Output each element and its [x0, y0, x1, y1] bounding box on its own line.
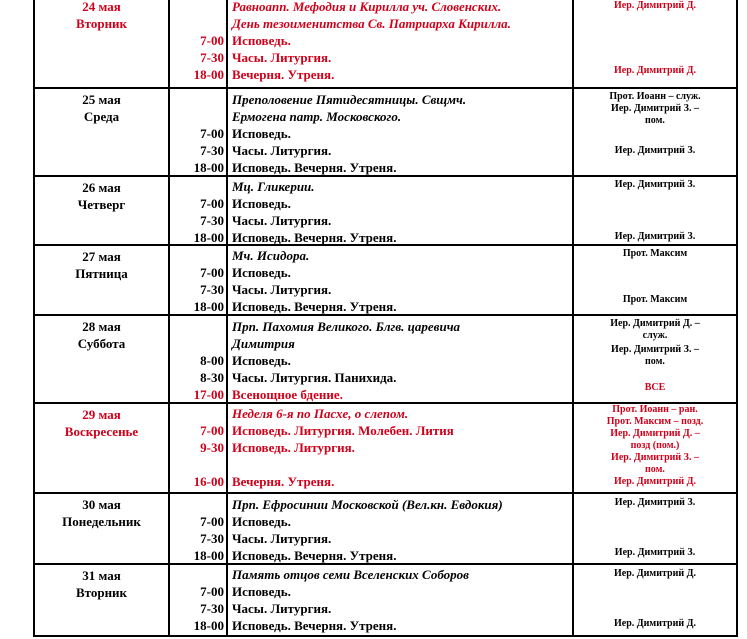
clergy-line: Прот. Иоанн – ран.: [612, 404, 698, 415]
time: 9-30: [200, 440, 224, 455]
schedule-table: [33, 0, 738, 639]
date: 25 мая: [82, 92, 121, 107]
time: 16-00: [193, 474, 224, 489]
clergy-line: Прот. Максим – позд.: [606, 416, 704, 427]
day-row-27: [33, 246, 738, 316]
clergy-line: Иер. Димитрий З.: [614, 179, 696, 190]
day-row-29: [33, 404, 738, 494]
service-cell: [232, 496, 568, 564]
clergy-line: Иер. Димитрий Д.: [614, 0, 696, 11]
date: 26 мая: [82, 180, 121, 195]
clergy-line: Иер. Димитрий З.: [614, 145, 696, 156]
service-line: Исповедь. Вечерня. Утреня.: [232, 160, 397, 175]
service-line: Вечерня. Утреня.: [232, 67, 335, 82]
service-line: Исповедь.: [232, 126, 291, 141]
weekday: Суббота: [77, 336, 126, 351]
clergy-cell: [574, 91, 736, 157]
date: 29 мая: [82, 407, 121, 422]
clergy-line: Иер. Димитрий З. –: [611, 344, 699, 355]
feast-line: Прп. Пахомия Великого. Блгв. царевича: [232, 319, 461, 334]
day-cell: [35, 496, 168, 530]
time: 7-00: [200, 584, 224, 599]
time: 7-30: [200, 50, 224, 65]
service-line: Часы. Литургия. Панихида.: [232, 370, 397, 385]
time: 17-00: [193, 387, 224, 402]
clergy-line: пом.: [645, 115, 665, 126]
service-line: Часы. Литургия.: [232, 282, 332, 297]
time-cell: [170, 422, 226, 490]
clergy-cell: [574, 0, 736, 77]
feast-line: Мч. Исидора.: [232, 248, 310, 263]
service-line: Всенощное бдение.: [232, 387, 343, 402]
day-cell: [35, 0, 168, 32]
clergy-line: пом.: [645, 464, 665, 475]
service-line: Часы. Литургия.: [232, 50, 332, 65]
clergy-line: Иер. Димитрий З.: [614, 497, 696, 508]
feast-line: Димитрия: [232, 336, 295, 351]
time: 7-00: [200, 33, 224, 48]
weekday: Понедельник: [62, 514, 141, 529]
feast-line: Неделя 6-я по Пасхе, о слепом.: [232, 406, 409, 421]
weekday: Воскресенье: [64, 424, 139, 439]
clergy-line: Иер. Димитрий З. –: [611, 103, 699, 114]
time-cell: [170, 264, 226, 315]
time: 7-30: [200, 282, 224, 297]
clergy-line: Иер. Димитрий Д.: [614, 618, 696, 629]
clergy-line: Иер. Димитрий З. –: [611, 452, 699, 463]
service-line: Часы. Литургия.: [232, 213, 332, 228]
weekday: Четверг: [77, 197, 126, 212]
service-line: Исповедь.: [232, 514, 291, 529]
service-cell: [232, 0, 568, 83]
feast-line: Прп. Ефросинии Московской (Вел.кн. Евдокия): [232, 497, 503, 512]
clergy-line: Прот. Иоанн – служ.: [609, 91, 701, 102]
time: 7-00: [200, 423, 224, 438]
day-row-26: [33, 177, 738, 246]
time: 7-00: [200, 126, 224, 141]
day-cell: [35, 567, 168, 601]
clergy-line: ВСЕ: [644, 382, 666, 393]
service-line: Исповедь. Вечерня. Утреня.: [232, 299, 397, 314]
service-line: Исповедь.: [232, 265, 291, 280]
time: 18-00: [193, 548, 224, 563]
clergy-cell: [574, 248, 736, 306]
time: 7-00: [200, 514, 224, 529]
time: 8-30: [200, 370, 224, 385]
time-cell: [170, 513, 226, 564]
clergy-line: Иер. Димитрий Д.: [614, 568, 696, 579]
clergy-cell: [574, 497, 736, 559]
service-line: Исповедь. Вечерня. Утреня.: [232, 618, 397, 633]
feast-line: Равноапп. Мефодия и Кирилла уч. Словенских.: [232, 0, 502, 14]
date: 28 мая: [82, 319, 121, 334]
service-cell: [232, 91, 568, 176]
day-cell: [35, 406, 168, 440]
date: 24 мая: [82, 0, 121, 14]
time: 18-00: [193, 160, 224, 175]
service-line: Исповедь. Литургия.: [232, 440, 355, 455]
time: 18-00: [193, 618, 224, 633]
service-line: Исповедь. Литургия. Молебен. Лития: [232, 423, 454, 438]
service-cell: [232, 178, 568, 246]
day-cell: [35, 318, 168, 352]
time-cell: [170, 352, 226, 403]
time: 7-00: [200, 265, 224, 280]
day-row-24: [33, 0, 738, 89]
feast-line: Память отцов семи Вселенских Соборов: [232, 567, 469, 582]
feast-line: День тезоименитства Св. Патриарха Кирилла.: [232, 16, 511, 31]
time: 7-30: [200, 213, 224, 228]
time-cell: [170, 32, 226, 83]
clergy-line: Прот. Максим: [622, 294, 688, 305]
time-cell: [170, 125, 226, 176]
clergy-line: Иер. Димитрий З.: [614, 547, 696, 558]
service-line: Исповедь. Вечерня. Утреня.: [232, 548, 397, 563]
day-row-31: [33, 565, 738, 637]
time-cell: [170, 195, 226, 246]
service-line: Часы. Литургия.: [232, 601, 332, 616]
feast-line: Преполовение Пятидесятницы. Свщмч.: [232, 92, 467, 107]
clergy-line: Иер. Димитрий Д. –: [610, 428, 700, 439]
service-line: Исповедь.: [232, 584, 291, 599]
service-cell: [232, 318, 568, 403]
clergy-cell: [574, 404, 736, 488]
clergy-cell: [574, 179, 736, 243]
time: 7-30: [200, 601, 224, 616]
date: 30 мая: [82, 497, 121, 512]
time: 8-00: [200, 353, 224, 368]
service-line: Часы. Литургия.: [232, 143, 332, 158]
time: 18-00: [193, 299, 224, 314]
time-cell: [170, 583, 226, 634]
clergy-line: служ.: [642, 330, 668, 341]
weekday: Вторник: [75, 585, 128, 600]
date: 31 мая: [82, 568, 121, 583]
day-cell: [35, 179, 168, 213]
clergy-line: Иер. Димитрий Д.: [614, 65, 696, 76]
clergy-line: Прот. Максим: [622, 248, 688, 259]
clergy-cell: [574, 318, 736, 394]
service-cell: [232, 405, 568, 490]
time: 7-30: [200, 531, 224, 546]
feast-line: Ермогена патр. Московского.: [232, 109, 402, 124]
day-row-30: [33, 494, 738, 565]
date: 27 мая: [82, 249, 121, 264]
weekday: Вторник: [75, 16, 128, 31]
service-cell: [232, 566, 568, 634]
day-cell: [35, 91, 168, 125]
clergy-line: пом.: [645, 356, 665, 367]
service-line: Часы. Литургия.: [232, 531, 332, 546]
clergy-cell: [574, 568, 736, 630]
day-cell: [35, 248, 168, 282]
weekday: Среда: [83, 109, 120, 124]
day-row-28: [33, 316, 738, 404]
service-line: Исповедь.: [232, 33, 291, 48]
clergy-line: Иер. Димитрий Д.: [614, 476, 696, 487]
service-line: Исповедь.: [232, 353, 291, 368]
service-line: Исповедь. Вечерня. Утреня.: [232, 230, 397, 245]
clergy-line: Иер. Димитрий З.: [614, 231, 696, 242]
service-cell: [232, 247, 568, 315]
service-line: Вечерня. Утреня.: [232, 474, 335, 489]
time: 18-00: [193, 230, 224, 245]
time: 7-00: [200, 196, 224, 211]
weekday: Пятница: [75, 266, 128, 281]
time: 7-30: [200, 143, 224, 158]
feast-line: Мц. Гликерии.: [232, 179, 315, 194]
day-row-25: [33, 89, 738, 177]
clergy-line: позд (пом.): [630, 440, 680, 451]
time: 18-00: [193, 67, 224, 82]
clergy-line: Иер. Димитрий Д. –: [610, 318, 700, 329]
service-line: Исповедь.: [232, 196, 291, 211]
